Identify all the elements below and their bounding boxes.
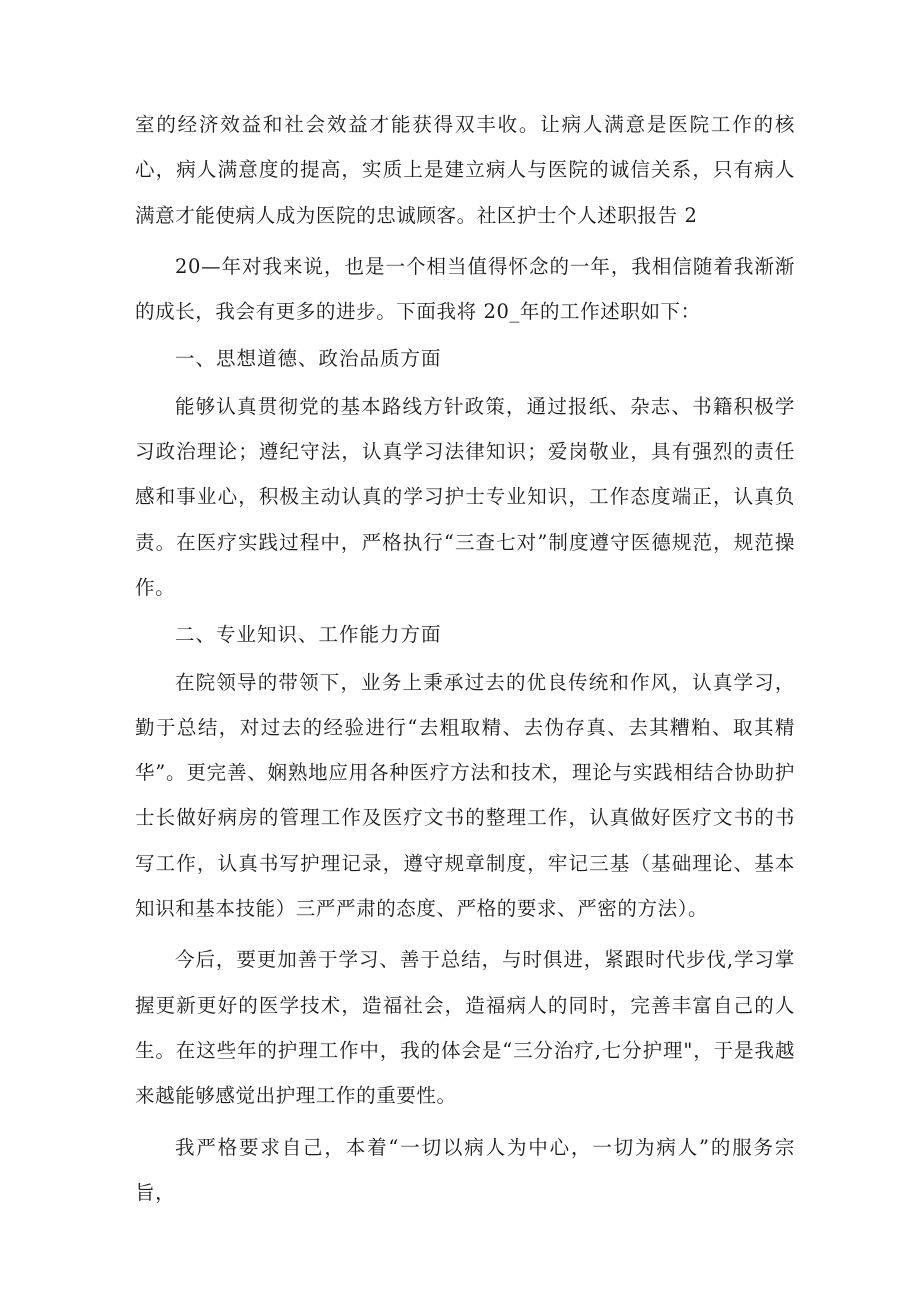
paragraph-intro: 20—年对我来说，也是一个相当值得怀念的一年，我相信随着我渐渐的成长，我会有更多的进步。下面我将 20_年的工作述职如下： bbox=[135, 254, 795, 324]
document-body bbox=[135, 102, 795, 1215]
paragraph-future: 今后，要更加善于学习、善于总结，与时俱进，紧跟时代步伐,学习掌握更新更好的医学技术，造福社会，造福病人的同时，完善丰富自己的人生。在这些年的护理工作中，我的体会是“三分治疗,七分护理"，于是我越来越能够感觉出护理工作的重要性。 bbox=[135, 948, 795, 1108]
paragraph-professional: 在院领导的带领下，业务上秉承过去的优良传统和作风，认真学习，勤于总结，对过去的经验进行“去粗取精、去伪存真、去其糟粕、取其精华”。更完善、娴熟地应用各种医疗方法和技术，理论与实践相结合协助护士长做好病房的管理工作及医疗文书的整理工作，认真做好医疗文书的书写工作，认真书写护理记录，遵守规章制度，牢记三基（基础理论、基本知识和基本技能）三严严肃的态度、严格的要求、严密的方法）。 bbox=[135, 670, 795, 921]
section-heading-professional: 二、专业知识、工作能力方面 bbox=[175, 623, 442, 647]
paragraph-continuation: 室的经济效益和社会效益才能获得双丰收。让病人满意是医院工作的核心，病人满意度的提高，实质上是建立病人与医院的诚信关系，只有病人满意才能使病人成为医院的忠诚顾客。社区护士个人述职报告 2 bbox=[135, 113, 795, 227]
section-heading-ideology: 一、思想道德、政治品质方面 bbox=[175, 347, 442, 371]
paragraph-ideology: 能够认真贯彻党的基本路线方针政策，通过报纸、杂志、书籍积极学习政治理论；遵纪守法，认真学习法律知识；爱岗敬业，具有强烈的责任感和事业心，积极主动认真的学习护士专业知识，工作态度端正，认真负责。在医疗实践过程中，严格执行“三查七对”制度遵守医德规范，规范操作。 bbox=[135, 394, 795, 599]
paragraph-service: 我严格要求自己，本着“一切以病人为中心，一切为病人”的服务宗旨， bbox=[135, 1135, 795, 1204]
